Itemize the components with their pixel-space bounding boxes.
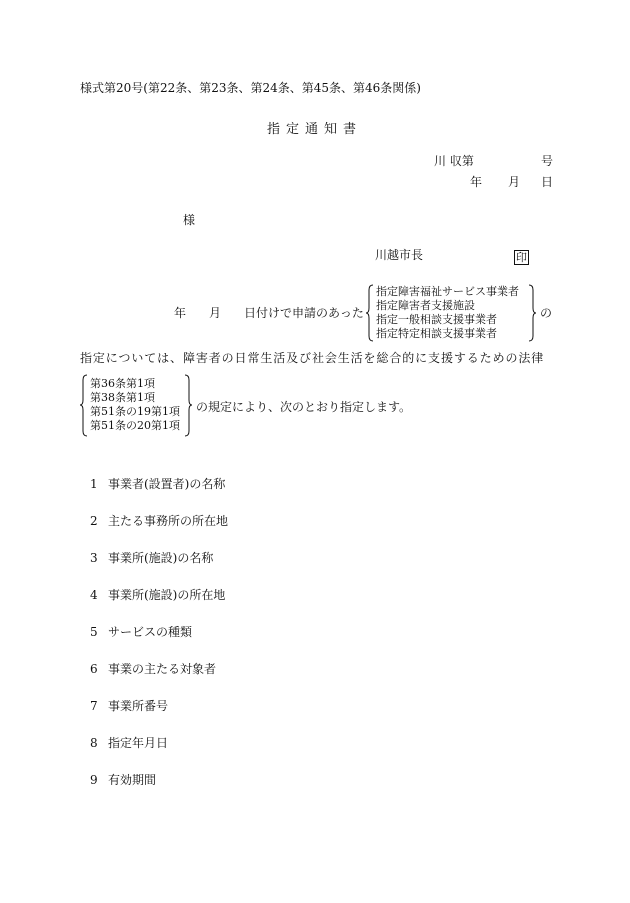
- application-suffix: の: [540, 306, 553, 320]
- list-item-label: 事業者(設置者)の名称: [108, 477, 226, 491]
- list-item: [90, 698, 168, 714]
- list-item-label: 事業所(施設)の所在地: [108, 588, 226, 602]
- left-brace-icon: [366, 284, 374, 342]
- business-type-item: 指定障害者支援施設: [376, 299, 475, 312]
- article-item: 第51条の19第1項: [90, 405, 180, 418]
- application-text: 日付けで申請のあった: [244, 306, 364, 320]
- body-closing: の規定により、次のとおり指定します。: [196, 400, 412, 414]
- list-item-number: 3: [90, 551, 98, 565]
- application-year: 年: [174, 306, 187, 320]
- list-item-label: 指定年月日: [108, 736, 169, 750]
- date-year: 年: [470, 175, 483, 189]
- addressee-suffix: 様: [183, 213, 196, 227]
- reference-number-suffix: 号: [541, 154, 554, 168]
- list-item: [90, 587, 225, 603]
- list-item-label: 有効期間: [108, 773, 157, 787]
- seal-mark: [510, 246, 529, 265]
- right-brace-icon: [528, 284, 536, 342]
- list-item-label: 主たる事務所の所在地: [108, 514, 229, 528]
- business-type-item: 指定特定相談支援事業者: [376, 327, 497, 340]
- business-type-item: 指定障害福祉サービス事業者: [376, 285, 519, 298]
- list-item: [90, 772, 156, 788]
- document-title: 指定通知書: [267, 122, 363, 137]
- date-day: 日: [541, 175, 554, 189]
- reference-number-label: 川 収第: [434, 154, 474, 168]
- left-brace-icon: [80, 374, 88, 437]
- list-item-number: 8: [90, 736, 98, 750]
- list-item-number: 6: [90, 662, 98, 676]
- list-item: [90, 513, 228, 529]
- body-paragraph: 指定については、障害者の日常生活及び社会生活を総合的に支援するための法律: [80, 351, 545, 365]
- article-item: 第51条の20第1項: [90, 419, 180, 432]
- list-item-label: 事業所番号: [108, 699, 169, 713]
- list-item: [90, 476, 225, 492]
- list-item-number: 9: [90, 773, 98, 787]
- list-item: [90, 624, 192, 640]
- form-number: 様式第20号(第22条、第23条、第24条、第45条、第46条関係): [80, 81, 421, 95]
- list-item-number: 5: [90, 625, 98, 639]
- list-item-label: サービスの種類: [108, 625, 193, 639]
- list-item-label: 事業の主たる対象者: [108, 662, 217, 676]
- business-type-group: [366, 284, 536, 342]
- article-item: 第38条第1項: [90, 391, 155, 404]
- list-item-number: 4: [90, 588, 98, 602]
- list-item: [90, 550, 213, 566]
- reference-number: [434, 153, 474, 169]
- seal-icon: 印: [516, 251, 527, 264]
- list-item: [90, 735, 168, 751]
- article-group: [80, 374, 192, 437]
- right-brace-icon: [184, 374, 192, 437]
- list-item-label: 事業所(施設)の名称: [108, 551, 214, 565]
- business-type-item: 指定一般相談支援事業者: [376, 313, 497, 326]
- issuer-name: 川越市長: [375, 248, 424, 262]
- date-month: 月: [508, 175, 521, 189]
- article-item: 第36条第1項: [90, 377, 155, 390]
- list-item-number: 7: [90, 699, 98, 713]
- list-item: [90, 661, 216, 677]
- list-item-number: 1: [90, 477, 98, 491]
- application-month: 月: [209, 306, 222, 320]
- list-item-number: 2: [90, 514, 98, 528]
